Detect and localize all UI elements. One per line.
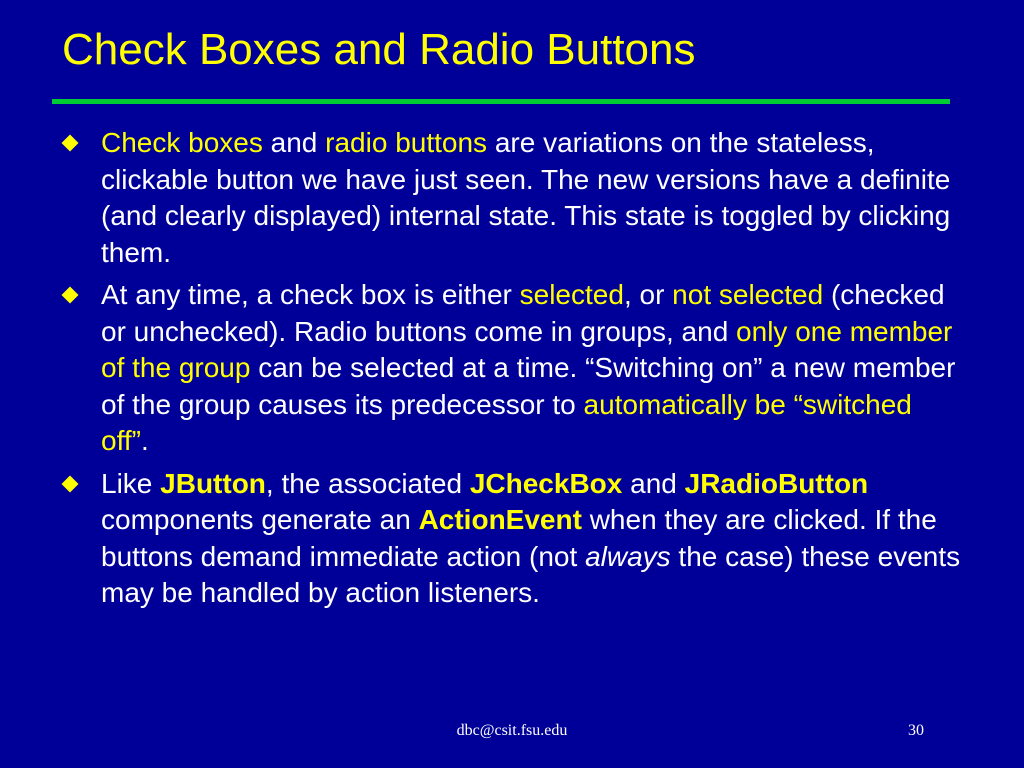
bullet-item <box>62 277 962 460</box>
bullet-text <box>101 127 950 268</box>
bullet-segment: not selected <box>672 279 824 310</box>
bullet-segment: (checked or unchecked). Radio buttons come in groups, and <box>101 279 945 347</box>
bullet-segment: automatically be “switched off” <box>101 388 912 456</box>
bullet-text <box>101 468 960 609</box>
bullet-segment: Check boxes <box>101 127 263 158</box>
bullet-segment: JCheckBox <box>469 467 623 499</box>
bullet-segment: JButton <box>160 467 266 499</box>
bullet-segment: JRadioButton <box>684 467 869 499</box>
diamond-bullet-icon <box>62 475 79 492</box>
bullet-segment: always <box>585 540 671 572</box>
bullet-segment: components generate an <box>101 504 419 535</box>
bullet-segment: selected <box>519 279 624 310</box>
bullet-item <box>62 125 962 271</box>
bullet-segment: and <box>622 467 685 499</box>
bullet-segment: , or <box>623 279 673 310</box>
page-number: 30 <box>908 722 924 739</box>
slide-title: Check Boxes and Radio Buttons <box>62 25 696 74</box>
bullet-segment: , the associated <box>265 467 470 499</box>
bullet-segment: radio buttons <box>325 127 488 158</box>
bullet-segment: Like <box>101 467 161 499</box>
bullet-segment: At any time, a check box is either <box>101 279 520 310</box>
bullet-segment: . <box>140 425 149 456</box>
bullet-segment: when they are clicked. If the buttons demand immediate action (not <box>101 504 937 572</box>
title-divider <box>52 99 950 104</box>
bullet-segment: ActionEvent <box>418 504 582 535</box>
bullet-segment: are variations on the stateless, clickable button we have just seen. The new versions have a definite (and clearly displayed) internal state. This state is toggled by clicking them. <box>101 127 951 268</box>
footer-email: dbc@csit.fsu.edu <box>456 722 568 739</box>
bullet-segment: only one member of the group <box>101 315 953 383</box>
bullet-item <box>62 466 962 612</box>
diamond-bullet-icon <box>62 135 79 152</box>
bullet-list <box>62 125 962 618</box>
diamond-bullet-icon <box>62 287 79 304</box>
bullet-text <box>101 279 955 456</box>
bullet-segment: the case) these events may be handled by action listeners. <box>101 540 961 608</box>
bullet-segment: can be selected at a time. “Switching on” a new member of the group causes its predecessor to <box>101 352 956 420</box>
bullet-segment: and <box>262 127 326 158</box>
